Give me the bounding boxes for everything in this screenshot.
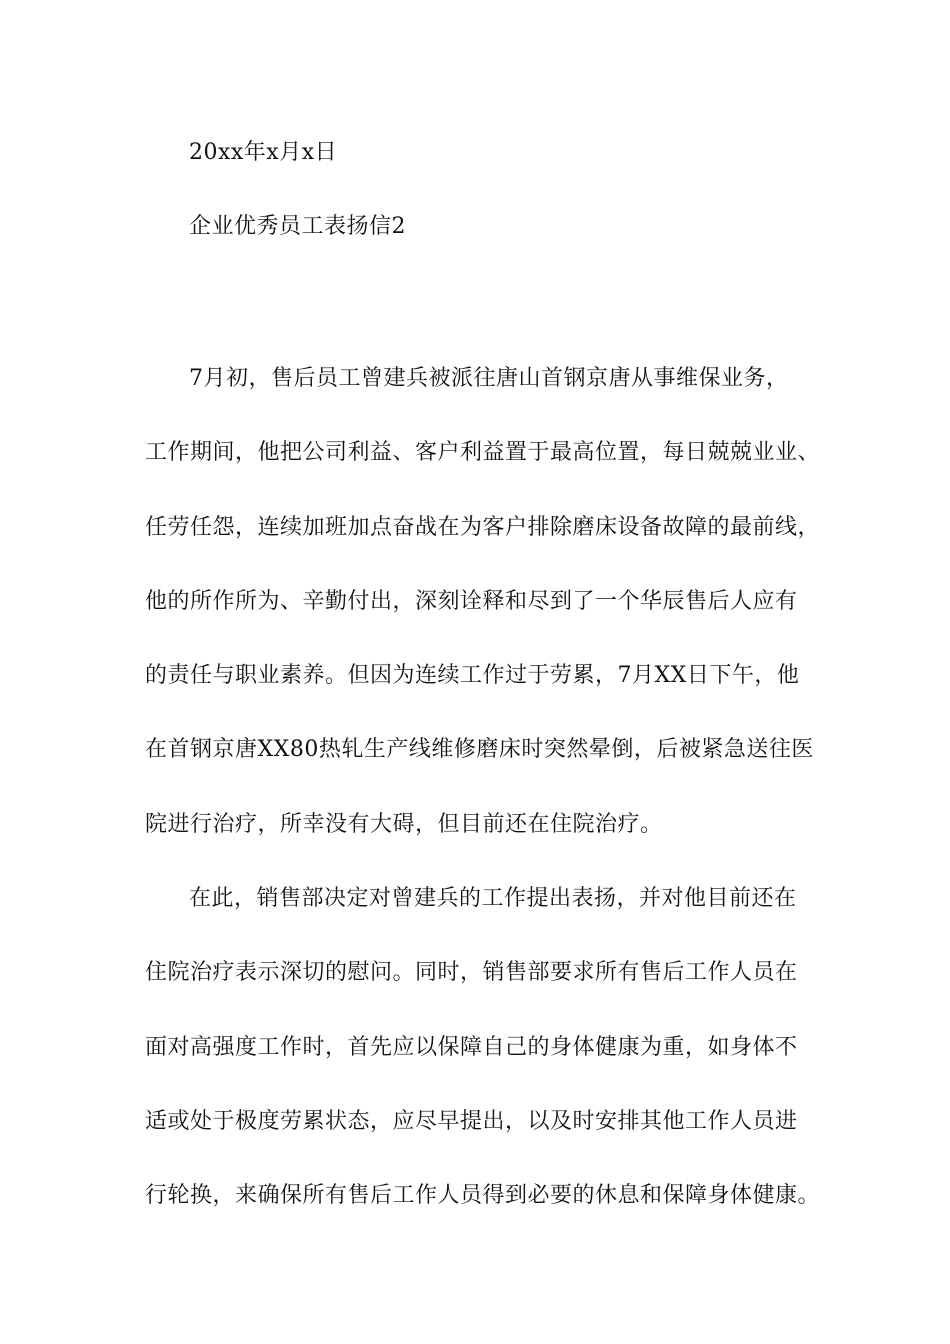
paragraph-line: 在首钢京唐XX80热轧生产线维修磨床时突然晕倒，后被紧急送往医 (145, 737, 814, 762)
letter-title: 企业优秀员工表扬信2 (189, 214, 406, 239)
paragraph-line: 适或处于极度劳累状态，应尽早提出，以及时安排其他工作人员进 (145, 1109, 798, 1134)
paragraph-line: 的责任与职业素养。但因为连续工作过于劳累，7月XX日下午，他 (145, 663, 800, 688)
paragraph-line: 工作期间，他把公司利益、客户利益置于最高位置，每日兢兢业业、 (145, 440, 821, 465)
paragraph-line: 在此，销售部决定对曾建兵的工作提出表扬，并对他目前还在 (189, 886, 797, 911)
paragraph-line: 住院治疗表示深切的慰问。同时，销售部要求所有售后工作人员在 (145, 960, 798, 985)
paragraph-line: 行轮换，来确保所有售后工作人员得到必要的休息和保障身体健康。 (145, 1183, 821, 1208)
letter-date: 20xx年x月x日 (189, 140, 338, 165)
paragraph-line: 他的所作所为、辛勤付出，深刻诠释和尽到了一个华辰售后人应有 (145, 589, 798, 614)
paragraph-line: 院进行治疗，所幸没有大碍，但目前还在住院治疗。 (145, 812, 663, 837)
paragraph-line: 任劳任怨，连续加班加点奋战在为客户排除磨床设备故障的最前线， (145, 515, 821, 540)
paragraph-line: 7月初，售后员工曾建兵被派往唐山首钢京唐从事维保业务， (189, 366, 789, 391)
paragraph-line: 面对高强度工作时，首先应以保障自己的身体健康为重，如身体不 (145, 1035, 798, 1060)
